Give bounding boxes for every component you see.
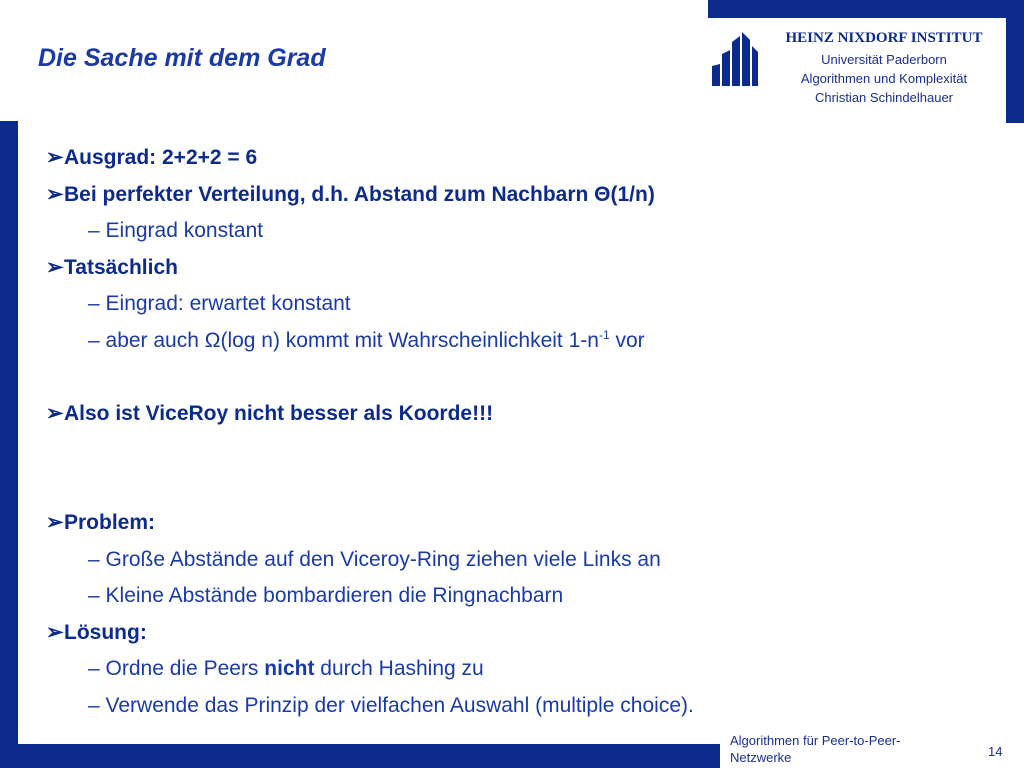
sub-item: – Ordne die Peers nicht durch Hashing zu [88, 657, 484, 680]
frame-right-bar [1006, 0, 1024, 123]
sub-item: – Große Abstände auf den Viceroy-Ring ziehen viele Links an [88, 547, 661, 571]
institute-line-university: Universität Paderborn [821, 52, 947, 67]
spacer [46, 359, 986, 396]
arrow-bullet-icon: ➢ [46, 182, 64, 206]
institute-logo-icon [712, 30, 758, 86]
sub-item: – Kleine Abstände bombardieren die Ringnachbarn [88, 584, 564, 607]
institute-name: HEINZ NIXDORF INSTITUT [785, 30, 983, 46]
institute-line-author: Christian Schindelhauer [814, 90, 954, 105]
frame-left-bar [0, 121, 18, 756]
bullet-item: ➢Lösung: [46, 615, 986, 652]
arrow-bullet-icon: ➢ [46, 511, 64, 534]
page-number: 14 [988, 744, 1003, 759]
institute-line-department: Algorithmen und Komplexität [800, 71, 968, 86]
bullet-item: ➢Tatsächlich [46, 250, 986, 287]
frame-bottom-bar [0, 744, 720, 768]
arrow-bullet-icon: ➢ [46, 146, 64, 169]
spacer [46, 432, 986, 469]
frame-top-bar [708, 0, 1024, 18]
arrow-bullet-icon: ➢ [46, 255, 64, 279]
bullet-item: ➢Also ist ViceRoy nicht besser als Koorde!!! [46, 396, 986, 433]
bullet-item: ➢Bei perfekter Verteilung, d.h. Abstand zum Nachbarn Θ(1/n) [46, 177, 986, 214]
sub-item: – Eingrad konstant [88, 219, 264, 242]
spacer [46, 469, 986, 506]
bullet-item: ➢Ausgrad: 2+2+2 = 6 [46, 140, 986, 177]
slide-content [46, 140, 986, 724]
footer-course-title: Algorithmen für Peer-to-Peer-Netzwerke [730, 733, 901, 765]
sub-item: – Verwende das Prinzip der vielfachen Auswahl (multiple choice). [88, 693, 694, 717]
arrow-bullet-icon: ➢ [46, 401, 64, 425]
bullet-item: ➢Problem: [46, 505, 986, 542]
sub-item: – Eingrad: erwartet konstant [88, 292, 351, 315]
sub-item: – aber auch Ω(log n) kommt mit Wahrscheinlichkeit $1-n^{-1}$ vor [88, 327, 645, 352]
arrow-bullet-icon: ➢ [46, 620, 64, 644]
slide-title: Die Sache mit dem Grad [38, 44, 326, 72]
